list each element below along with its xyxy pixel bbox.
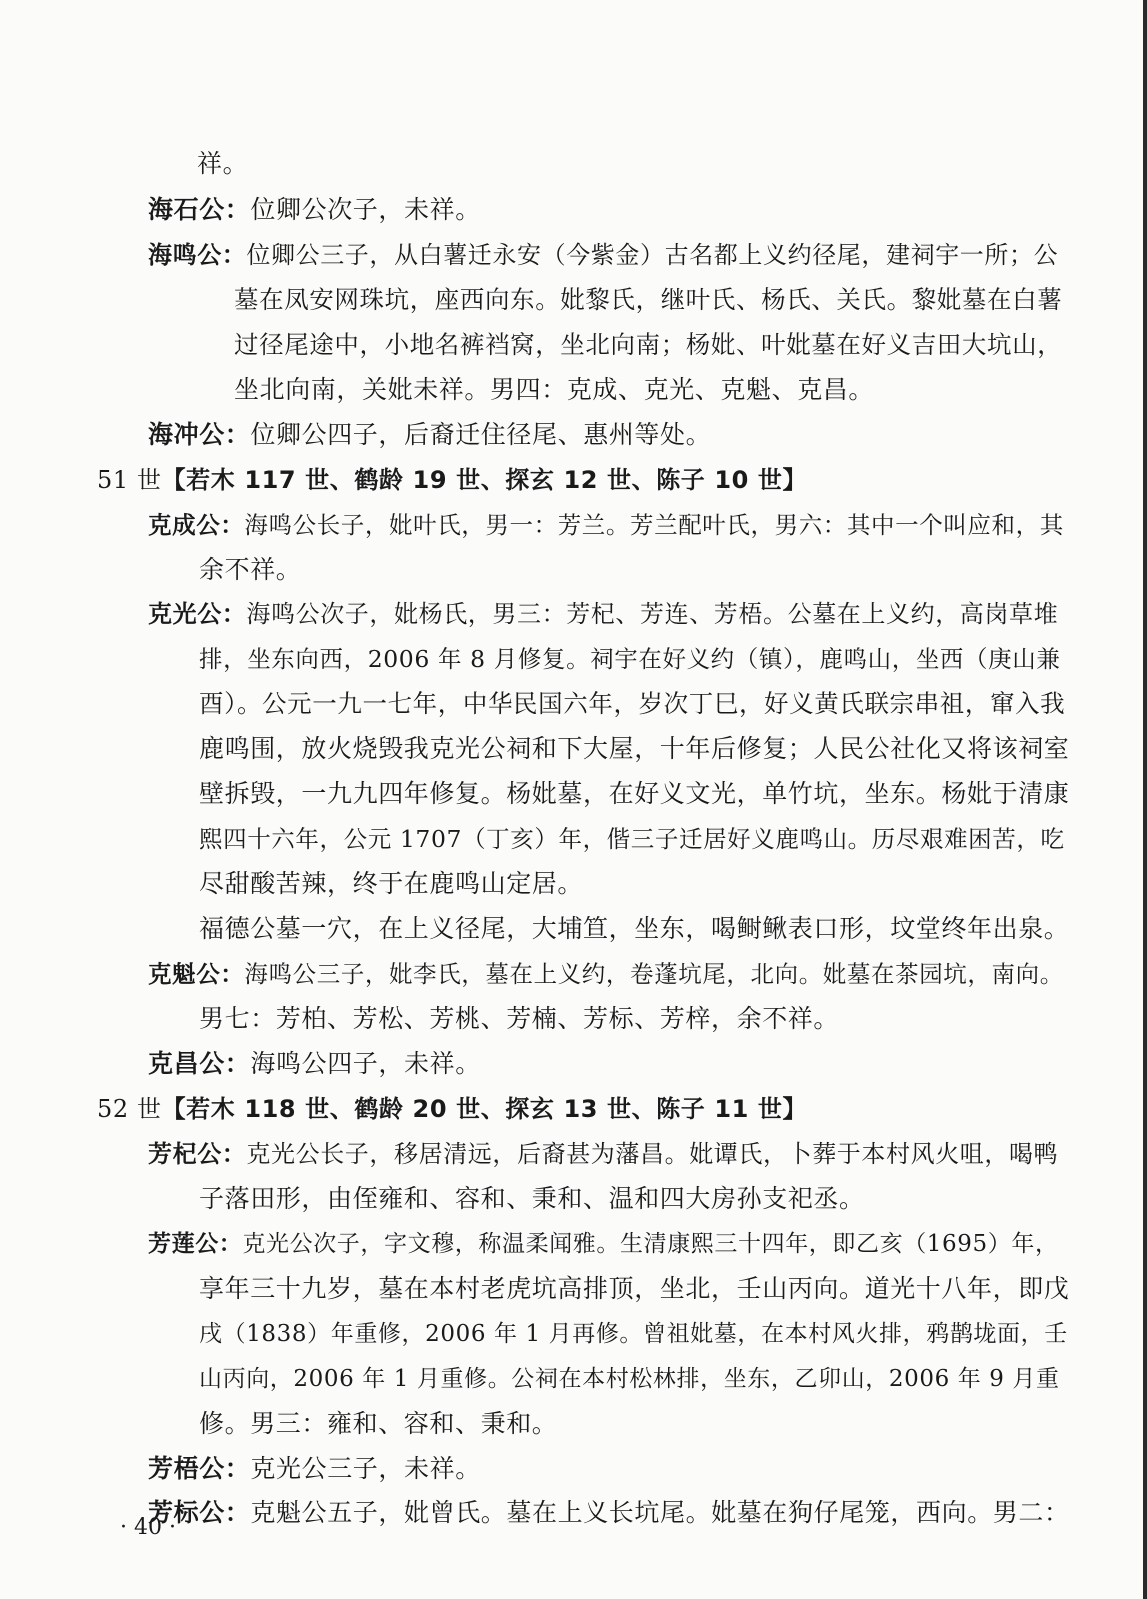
- entry-text: 位卿公次子，未祥。: [250, 195, 481, 224]
- ancestor-name: 克光公：: [148, 600, 247, 628]
- generation-lineage: 【若木 117 世、鹤龄 19 世、探玄 12 世、陈子 10 世】: [161, 466, 808, 494]
- text-line: 酉）。公元一九一七年，中华民国六年，岁次丁巳，好义黄氏联宗串祖，窜入我: [199, 689, 1066, 718]
- entry-line: [148, 598, 1058, 630]
- text-line: 熙四十六年，公元 1707（丁亥）年，偕三子迁居好义鹿鸣山。历尽艰难困苦，吃: [199, 825, 1065, 853]
- ancestor-name: 海石公：: [148, 195, 251, 224]
- entry-line: [148, 239, 1058, 271]
- text-line: 男七：芳柏、芳松、芳桃、芳楠、芳标、芳梓，余不祥。: [199, 1004, 840, 1033]
- ancestor-name: 芳杞公：: [148, 1140, 247, 1168]
- entry-text: 克光公长子，移居清远，后裔甚为藩昌。妣谭氏，卜葬于本村风火咀，喝鸭: [246, 1140, 1059, 1168]
- entry-line: [148, 194, 481, 226]
- text-line: 享年三十九岁，墓在本村老虎坑高排顶，坐北，壬山丙向。道光十八年，即戊: [199, 1274, 1070, 1303]
- entry-text: 海鸣公长子，妣叶氏，男一：芳兰。芳兰配叶氏，男六：其中一个叫应和，其: [244, 511, 1064, 539]
- text-line: 坐北向南，关妣未祥。男四：克成、克光、克魁、克昌。: [234, 375, 875, 404]
- ancestor-name: 克魁公：: [148, 960, 245, 988]
- entry-line: [148, 1497, 1070, 1529]
- text-line: 壁拆毁，一九九四年修复。杨妣墓，在好义文光，单竹坑，坐东。杨妣于清康: [199, 779, 1070, 808]
- generation-number: 51 世: [97, 466, 162, 494]
- ancestor-name: 克昌公：: [148, 1049, 251, 1078]
- text-line: 福德公墓一穴，在上义径尾，大埔笪，坐东，喝鲥鳅表口形，坟堂终年出泉。: [199, 914, 1070, 943]
- entry-text: 海鸣公三子，妣李氏，墓在上义约，卷蓬坑尾，北向。妣墓在茶园坑，南向。: [244, 960, 1064, 988]
- ancestor-name: 芳标公：: [148, 1498, 251, 1527]
- text-line: 戌（1838）年重修，2006 年 1 月再修。曾祖妣墓，在本村风火排，鸦鹊垅面，壬: [199, 1321, 1068, 1347]
- text-line: 鹿鸣围，放火烧毁我克光公祠和下大屋，十年后修复；人民公社化又将该祠室: [199, 734, 1070, 763]
- entry-line: [148, 1048, 481, 1080]
- generation-number: 52 世: [97, 1095, 162, 1123]
- generation-heading: [97, 464, 807, 496]
- text-line: 修。男三：雍和、容和、秉和。: [199, 1409, 558, 1438]
- entry-text: 位卿公三子，从白薯迁永安（今紫金）古名都上义约径尾，建祠宇一所；公: [246, 241, 1059, 269]
- text-line: 尽甜酸苦辣，终于在鹿鸣山定居。: [199, 869, 584, 898]
- generation-lineage: 【若木 118 世、鹤龄 20 世、探玄 13 世、陈子 11 世】: [161, 1095, 808, 1123]
- text-line: 排，坐东向西，2006 年 8 月修复。祠宇在好义约（镇），鹿鸣山，坐西（庚山兼: [199, 645, 1061, 673]
- ancestor-name: 克成公：: [148, 511, 245, 539]
- text-line: 山丙向，2006 年 1 月重修。公祠在本村松林排，坐东，乙卯山，2006 年 9 月重: [199, 1366, 1060, 1392]
- entry-text: 克光公三子，未祥。: [250, 1454, 481, 1483]
- entry-text: 海鸣公次子，妣杨氏，男三：芳杞、芳连、芳梧。公墓在上义约，高岗草堆: [246, 600, 1059, 628]
- entry-line: [148, 1138, 1058, 1170]
- ancestor-name: 海鸣公：: [148, 241, 247, 269]
- entry-text: 海鸣公四子，未祥。: [250, 1049, 481, 1078]
- ancestor-name: 芳梧公：: [148, 1454, 251, 1483]
- entry-line: [148, 1228, 1059, 1260]
- text-line: 余不祥。: [199, 555, 302, 584]
- page-number: · 40 ·: [120, 1515, 176, 1540]
- entry-line: [148, 1453, 481, 1485]
- ancestor-name: 海冲公：: [148, 420, 251, 449]
- ancestor-name: 芳莲公：: [148, 1231, 243, 1257]
- generation-heading: [97, 1093, 807, 1125]
- entry-text: 克光公次子，字文穆，称温柔闻雅。生清康熙三十四年，即乙亥（1695）年，: [242, 1231, 1059, 1257]
- entry-line: [148, 958, 1064, 990]
- text-line: 墓在凤安网珠坑，座西向东。妣黎氏，继叶氏、杨氏、关氏。黎妣墓在白薯: [234, 285, 1063, 314]
- text-line: 子落田形，由侄雍和、容和、秉和、温和四大房孙支祀丞。: [199, 1184, 865, 1213]
- text-line: 过径尾途中，小地名裤裆窝，坐北向南；杨妣、叶妣墓在好义吉田大坑山，: [234, 330, 1063, 359]
- text-line: 祥。: [197, 149, 249, 178]
- entry-line: [148, 509, 1064, 541]
- entry-line: [148, 419, 711, 451]
- entry-text: 位卿公四子，后裔迁住径尾、惠州等处。: [250, 420, 712, 449]
- entry-text: 克魁公五子，妣曾氏。墓在上义长坑尾。妣墓在狗仔尾笼，西向。男二：: [250, 1498, 1070, 1527]
